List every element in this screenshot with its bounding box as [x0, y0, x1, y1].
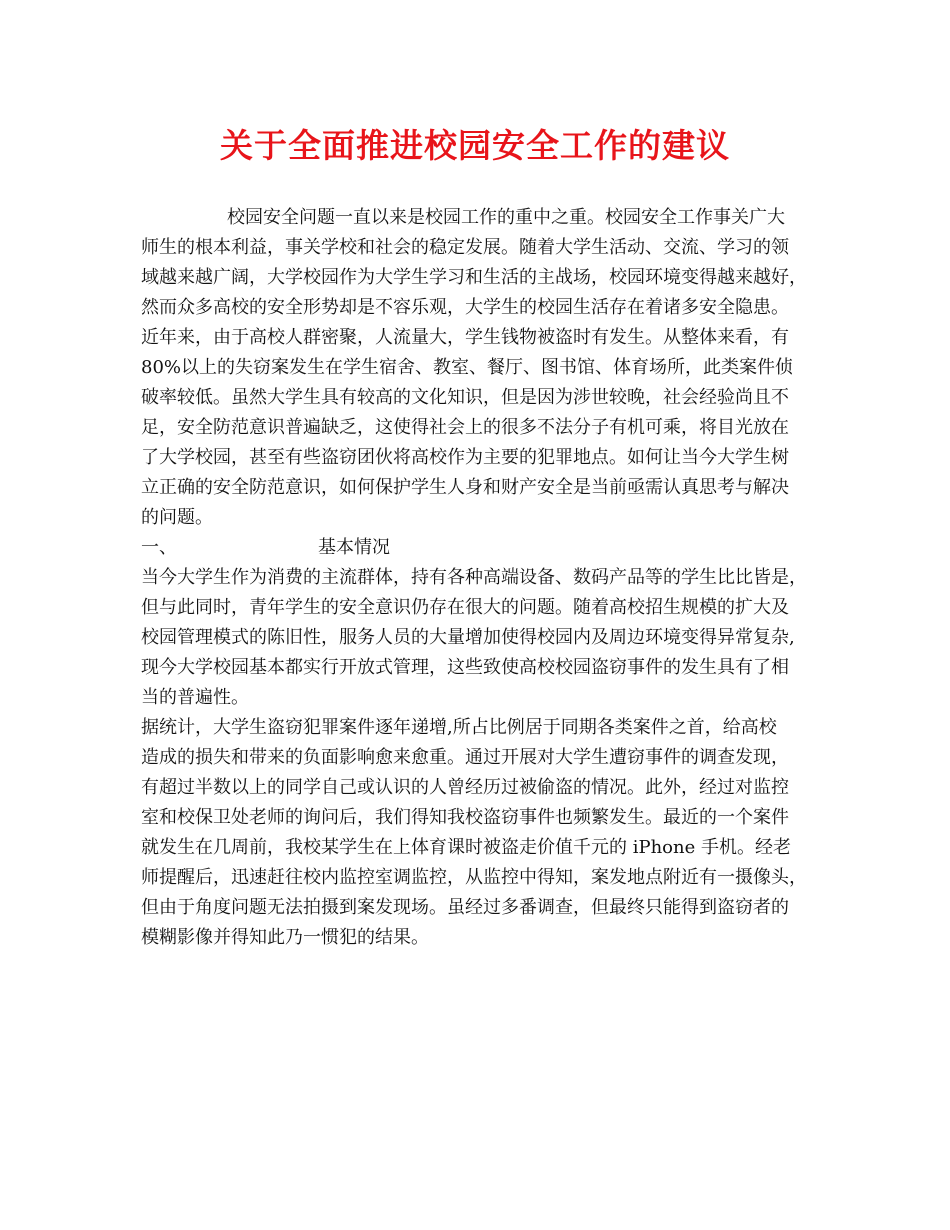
text-line: 当的普遍性。: [141, 687, 249, 708]
intro-paragraph: [141, 203, 831, 533]
section-heading: [141, 533, 831, 563]
document-body: [141, 203, 831, 953]
text-line: 80%以上的失窃案发生在学生宿舍、教室、餐厅、图书馆、体育场所，此类案件侦: [141, 357, 794, 378]
text-line: 域越来越广阔，大学校园作为大学生学习和生活的主战场，校园环境变得越来越好，: [141, 267, 807, 288]
text-line: 室和校保卫处老师的询问后，我们得知我校盗窃事件也频繁发生。最近的一个案件: [141, 807, 789, 828]
text-line: 模糊影像并得知此乃一惯犯的结果。: [141, 927, 429, 948]
text-line: 立正确的安全防范意识，如何保护学生人身和财产安全是当前亟需认真思考与解决: [141, 477, 789, 498]
text-line: 的问题。: [141, 507, 213, 528]
section1-paragraph-2: [141, 713, 831, 953]
text-line: 但与此同时，青年学生的安全意识仍存在很大的问题。随着高校招生规模的扩大及: [141, 597, 789, 618]
document-title: 关于全面推进校园安全工作的建议: [220, 126, 730, 165]
text-line: 造成的损失和带来的负面影响愈来愈重。通过开展对大学生遭窃事件的调查发现，: [141, 747, 789, 768]
text-line: 校园安全问题一直以来是校园工作的重中之重。校园安全工作事关广大: [227, 207, 785, 228]
text-line: 校园管理模式的陈旧性，服务人员的大量增加使得校园内及周边环境变得异常复杂,: [141, 627, 795, 648]
text-line: 了大学校园，甚至有些盗窃团伙将高校作为主要的犯罪地点。如何让当今大学生树: [141, 447, 789, 468]
text-line: 当今大学生作为消费的主流群体，持有各种高端设备、数码产品等的学生比比皆是，: [141, 567, 807, 588]
text-line: 师生的根本利益，事关学校和社会的稳定发展。随着大学生活动、交流、学习的领: [141, 237, 789, 258]
text-line: 就发生在几周前，我校某学生在上体育课时被盗走价值千元的 iPhone 手机。经老: [141, 837, 791, 858]
text-line: 破率较低。虽然大学生具有较高的文化知识，但是因为涉世较晚，社会经验尚且不: [141, 387, 789, 408]
section1-paragraph-1: [141, 563, 831, 713]
text-line: 近年来，由于高校人群密聚，人流量大，学生钱物被盗时有发生。从整体来看，有: [141, 327, 789, 348]
text-line: 师提醒后，迅速赶往校内监控室调监控，从监控中得知，案发地点附近有一摄像头，: [141, 867, 807, 888]
text-line: 然而众多高校的安全形势却是不容乐观，大学生的校园生活存在着诸多安全隐患。: [141, 297, 789, 318]
text-line: 但由于角度问题无法拍摄到案发现场。虽经过多番调查，但最终只能得到盗窃者的: [141, 897, 789, 918]
section-title: 基本情况: [318, 537, 390, 558]
text-line: 有超过半数以上的同学自己或认识的人曾经历过被偷盗的情况。此外，经过对监控: [141, 777, 789, 798]
text-line: 现今大学校园基本都实行开放式管理，这些致使高校校园盗窃事件的发生具有了相: [141, 657, 789, 678]
text-line: 足，安全防范意识普遍缺乏，这使得社会上的很多不法分子有机可乘，将目光放在: [141, 417, 789, 438]
text-line: 据统计，大学生盗窃犯罪案件逐年递增,所占比例居于同期各类案件之首，给高校: [141, 717, 777, 738]
section-number: 一、: [141, 537, 177, 558]
